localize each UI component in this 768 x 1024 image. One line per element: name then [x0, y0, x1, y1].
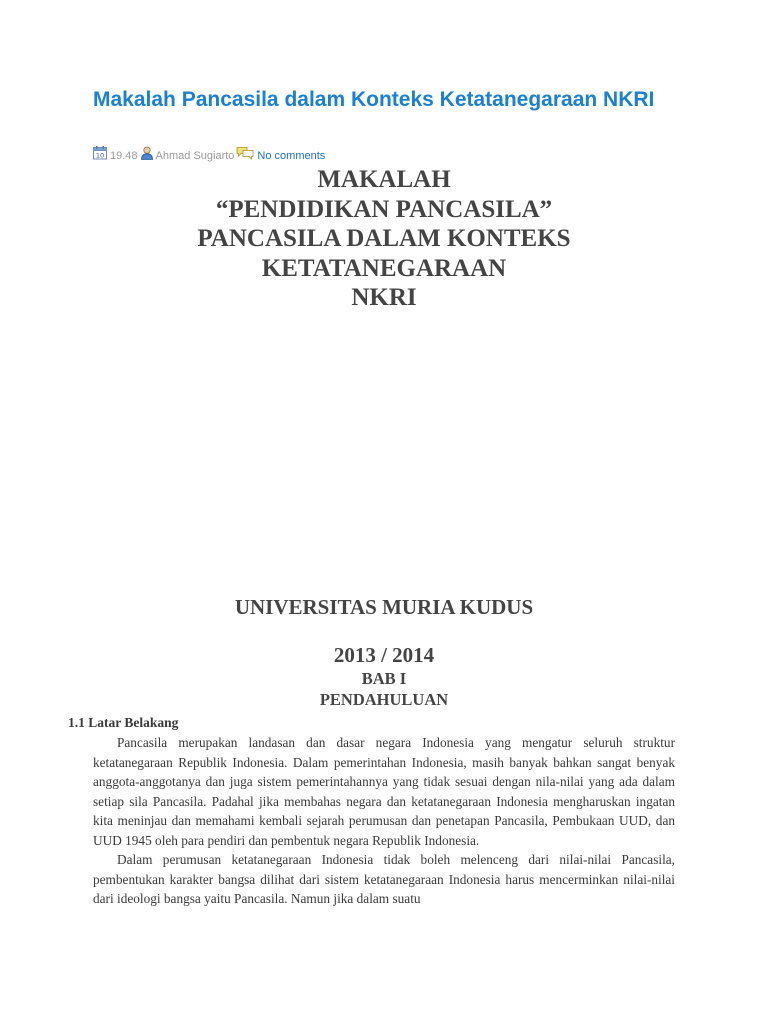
paragraph: Pancasila merupakan landasan dan dasar negara Indonesia yang mengatur seluruh struktur ketatanegaraan Republik Indonesia. Dalam pemerintahan Indonesia, masih banyak bahkan sangat benyak anggota-anggotanya dan juga sistem pemerintahannya yang tidak sesuai dengan nila-nilai yang ada dalam setiap sila Pancasila. Padahal jika membahas negara dan ketatanegaraan Indonesia mengharuskan ingatan kita meninjau dan memahami kembali sejarah perumusan dan penetapan Pancasila, Pembukaan UUD, dan UUD 1945 oleh para pendiri dan pembentuk negara Republik Indonesia. [93, 735, 675, 848]
cover-line-makalah: MAKALAH [317, 166, 451, 193]
section-heading: 1.1 Latar Belakang [68, 715, 179, 730]
section-body [93, 733, 675, 909]
paragraph: Dalam perumusan ketatanegaraan Indonesia tidak boleh melenceng dari nilai-nilai Pancasila, pembentukan karakter bangsa dilihat dari sistem ketatanegaraan Indonesia harus mencerminkan nilai-nilai dari ideologi bangsa yaitu Pancasila. Namun jika dalam suatu [93, 852, 675, 906]
cover-line-ketatanegaraan: KETATANEGARAAN [261, 254, 507, 282]
chapter-number: BAB I [361, 669, 407, 688]
calendar-icon [93, 146, 108, 166]
chapter-title: PENDAHULUAN [319, 690, 449, 709]
post-author: Ahmad Sugiarto [155, 150, 235, 162]
user-icon [140, 146, 154, 166]
academic-year: 2013 / 2014 [333, 643, 435, 667]
chapter-heading [0, 668, 768, 710]
post-time: 19.48 [110, 150, 138, 162]
cover-line-topic: PANCASILA DALAM KONTEKS [197, 225, 571, 252]
comments-link[interactable]: No comments [257, 150, 326, 162]
comment-icon [236, 146, 254, 166]
cover-title [0, 165, 768, 313]
cover-line-subject: “PENDIDIKAN PANCASILA” [215, 195, 553, 223]
post-meta [93, 147, 325, 165]
calendar-day: 10 [95, 151, 105, 160]
university-name: UNIVERSITAS MURIA KUDUS [234, 595, 534, 619]
cover-line-nkri: NKRI [351, 284, 417, 311]
post-title[interactable]: Makalah Pancasila dalam Konteks Ketatanegaraan NKRI [93, 88, 655, 111]
